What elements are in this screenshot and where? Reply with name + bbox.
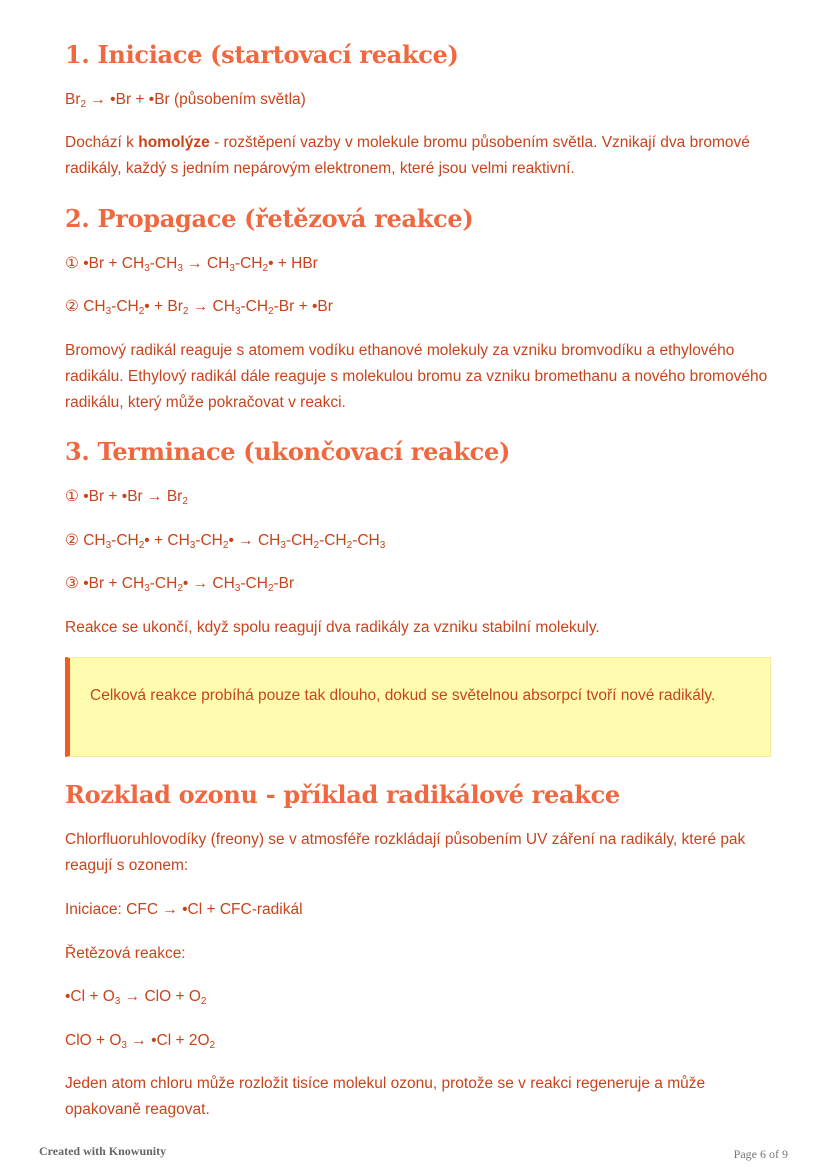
page-number: Page 6 of 9 — [733, 1147, 788, 1161]
heading-ozon: Rozklad ozonu - příklad radikálové reakce — [65, 780, 620, 809]
equation-terminace-1: ① •Br + •Br → $Br_2$ — [65, 488, 188, 507]
paragraph-ozon-intro: Chlorfluoruhlovodíky (freony) se v atmosféře rozkládají působením UV záření na radikály, které pak reagují s ozonem: — [65, 831, 746, 874]
equation-terminace-3: ③ •Br + $CH_3-CH_2• \to CH_3-CH_2-Br$ — [65, 575, 295, 594]
callout-text: Celková reakce probíhá pouze tak dlouho, dokud se světelnou absorpcí tvoří nové radikály. — [90, 687, 716, 704]
equation-propagace-1: ① •Br + $CH_3-CH_3$ → $CH_3-CH_2•$ + HBr — [65, 255, 318, 274]
equation-propagace-2: ② $CH_3-CH_2• + Br_2 \to CH_3-CH_2-Br$ + •Br — [65, 298, 333, 317]
paragraph-propagace: Bromový radikál reaguje s atomem vodíku ethanové molekuly za vzniku bromvodíku a ethylového radikálu. Ethylový radikál dále reaguje s molekulou bromu za vzniku bromethanu a nového bromového radikálu, který může pokračovat v reakci. — [65, 342, 768, 411]
paragraph-ozon-conclusion: Jeden atom chloru může rozložit tisíce molekul ozonu, protože se v reakci regeneruje a může opakovaně reagovat. — [65, 1075, 706, 1118]
equation-ozon-2: ClO + $O_3$ → •Cl + $2O_2$ — [65, 1032, 216, 1051]
paragraph-iniciace: Dochází k homolýze - rozštěpení vazby v molekule bromu působením světla. Vznikají dva bromové radikály, každý s jedním nepárovým elektronem, které jsou velmi reaktivní. — [65, 134, 750, 177]
paragraph-terminace: Reakce se ukončí, když spolu reagují dva radikály za vzniku stabilní molekuly. — [65, 619, 600, 636]
heading-iniciace: 1. Iniciace (startovací reakce) — [65, 40, 459, 69]
callout-box — [65, 657, 771, 757]
ozon-iniciace: Iniciace: CFC → •Cl + CFC-radikál — [65, 901, 303, 918]
heading-terminace: 3. Terminace (ukončovací reakce) — [65, 437, 511, 466]
footer-credit: Created with Knowunity — [39, 1144, 167, 1158]
equation-terminace-2: ② $CH_3-CH_2•$ + $CH_3-CH_2• \to CH_3-CH_2-CH_2-CH_3$ — [65, 532, 386, 551]
heading-propagace: 2. Propagace (řetězová reakce) — [65, 204, 474, 233]
equation-ozon-1: •Cl + $O_3$ → ClO + $O_2$ — [65, 988, 207, 1007]
ozon-retezova-label: Řetězová reakce: — [65, 945, 186, 962]
equation-iniciace: $Br_2$ → •Br + •Br (působením světla) — [65, 91, 306, 110]
term-homolyze: homolýze — [138, 134, 210, 151]
